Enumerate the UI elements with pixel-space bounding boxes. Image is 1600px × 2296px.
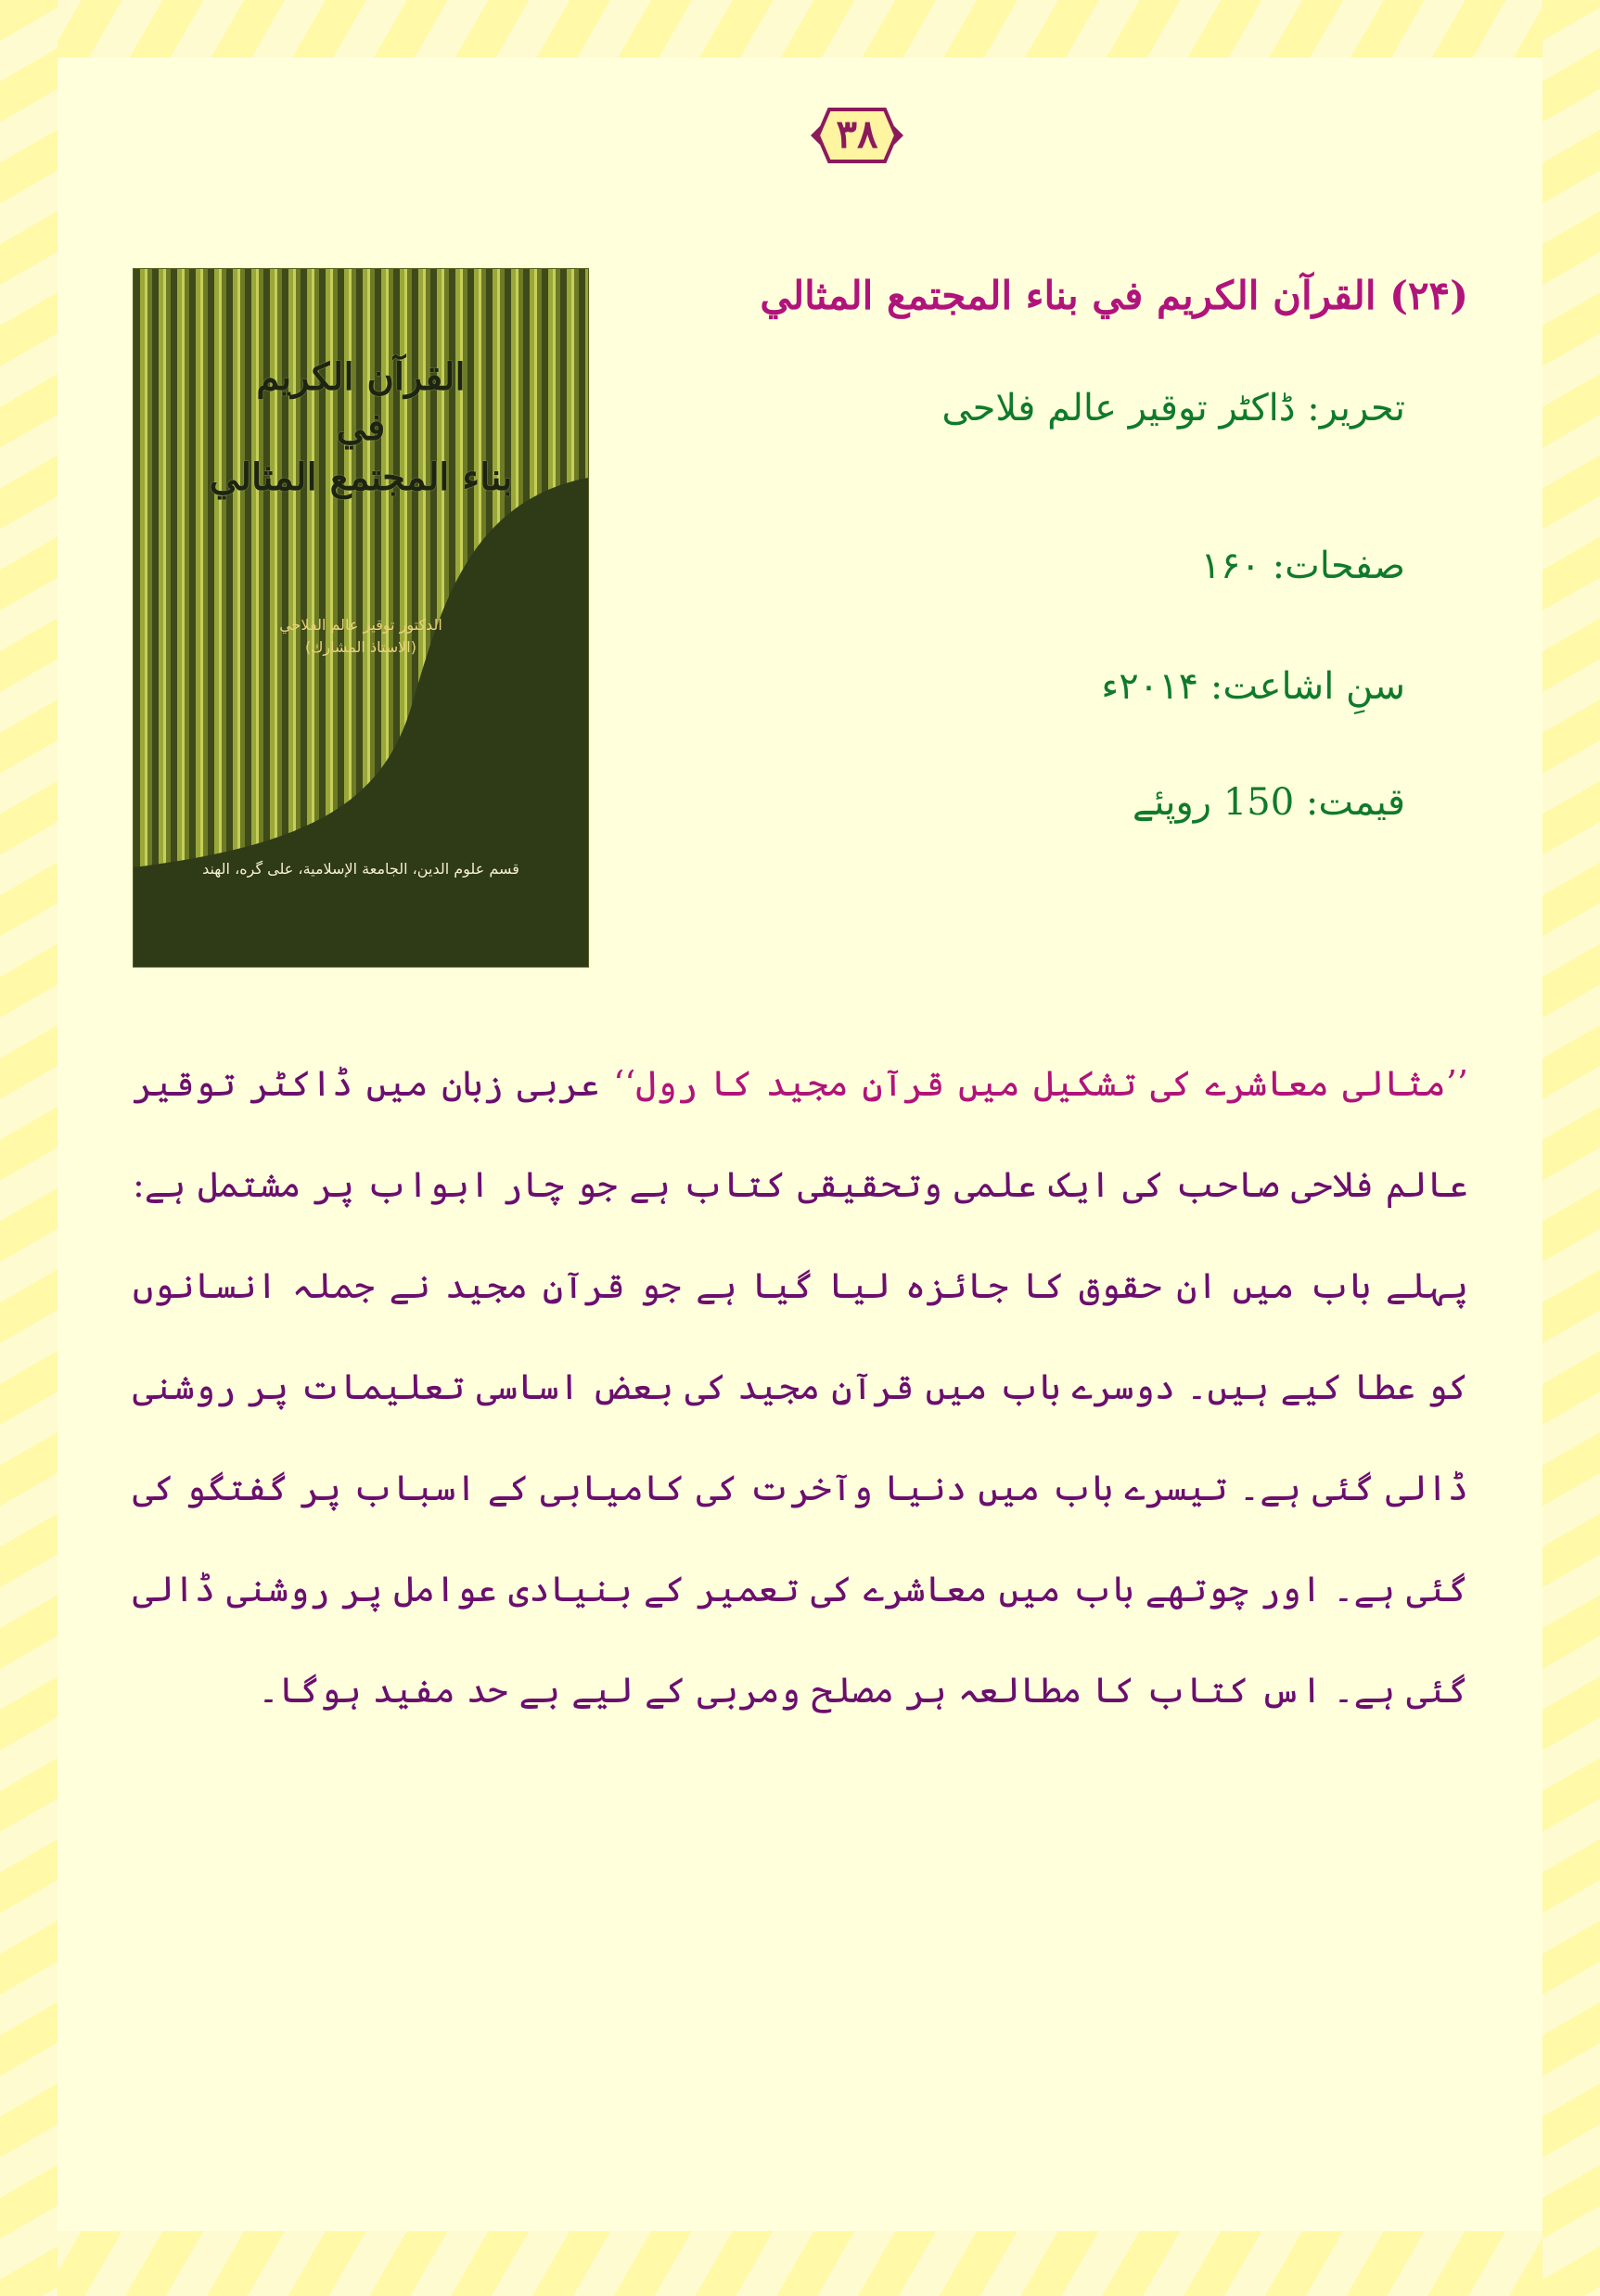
cover-author [254,614,467,659]
entry-title: (۲۴) القرآن الكريم في بناء المجتمع المثالي [760,273,1468,318]
description-body: عربی زبان میں ڈاکٹر توقیر عالم فلاحی صاحب کی ایک علمی وتحقیقی کتاب ہے جو چار ابواب پر مشتمل ہے: پہلے باب میں ان حقوق کا جائزہ لیا گیا ہے جو قرآنِ مجید نے جملہ انسانوں کو عطا کیے ہیں۔ دوسرے باب میں قرآنِ مجید کی بعض اساسی تعلیمات پر روشنی ڈالی گئی ہے۔ تیسرے باب میں دنیا وآخرت کی کامیابی کے اسباب پر گفتگو کی گئی ہے۔ اور چوتھے باب میں معاشرے کی تعمیر کے بنیادی عوامل پر روشنی ڈالی گئی ہے۔ اس کتاب کا مطالعہ ہر مصلح ومربی کے لیے بے حد مفید ہوگا۔ [133,1063,1468,1711]
entry-price: قیمت: 150 روپئے [1132,781,1405,824]
book-cover [134,269,588,967]
cover-title-line: القرآن الكريم [256,355,466,399]
entry-author: تحریر: ڈاکٹر توقیر عالم فلاحی [941,387,1405,430]
cover-author-role: (الاستاذ المشارك) [304,638,416,656]
cover-publisher: قسم علوم الدين، الجامعة الإسلامية، علی گره، الهند [202,860,519,878]
page-number-badge [809,104,905,167]
description-quote: ’’مثالی معاشرے کی تشکیل میں قرآنِ مجید کا رول‘‘ [613,1063,1468,1104]
page-number: ۳۸ [836,111,878,157]
frame-border-bottom [0,2231,1600,2296]
cover-title-line: في [336,405,386,449]
entry-description [133,1033,1468,1741]
page [58,58,1542,2231]
entry-publication-year: سنِ اشاعت: ۲۰۱۴ء [1101,665,1405,708]
cover-title [134,353,588,503]
entry-pages: صفحات: ۱۶۰ [1200,545,1405,587]
frame-border-top [0,0,1600,58]
frame-border-right [1542,0,1600,2296]
cover-title-line: بناء المجتمع المثالي [209,455,513,499]
frame-border-left [0,0,58,2296]
cover-author-name: الدكتور توقير عالم الفلاحي [279,616,442,634]
